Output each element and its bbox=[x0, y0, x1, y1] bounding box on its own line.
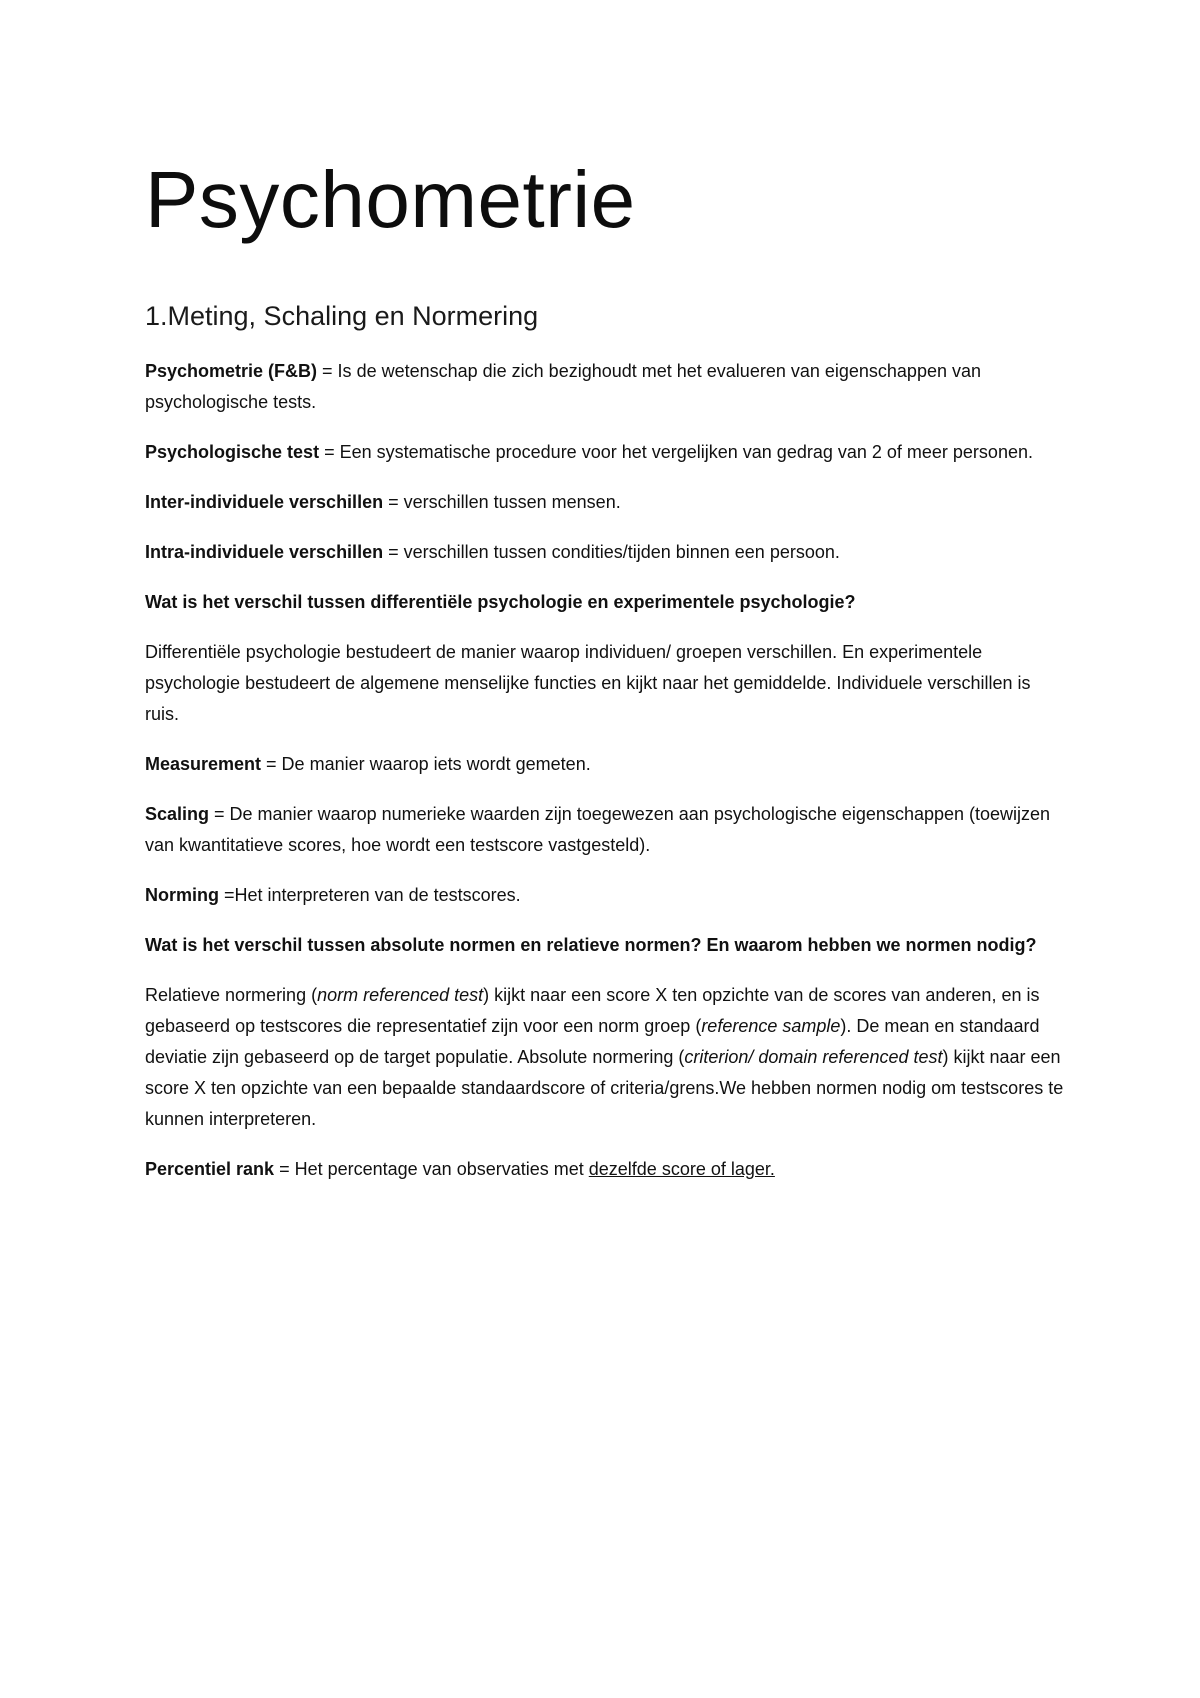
question-text: Wat is het verschil tussen differentiële psychologie en experimentele psychologie? bbox=[145, 592, 856, 612]
definition-paragraph bbox=[145, 537, 1065, 568]
definition-paragraph bbox=[145, 799, 1065, 861]
term-label: Measurement bbox=[145, 754, 262, 774]
definition-paragraph bbox=[145, 880, 1065, 911]
answer-text: ) kijkt naar een score X ten opzichte van een bepaalde standaardscore of criteria/grens.We hebben normen nodig om testscores te kunnen interpreteren. bbox=[145, 1047, 1064, 1129]
definition-paragraph bbox=[145, 437, 1065, 468]
definition-text: = verschillen tussen mensen. bbox=[383, 492, 621, 512]
question-paragraph bbox=[145, 930, 1065, 961]
question-text: Wat is het verschil tussen absolute normen en relatieve normen? En waarom hebben we normen nodig? bbox=[145, 935, 1037, 955]
term-label: Norming bbox=[145, 885, 219, 905]
definition-text: = verschillen tussen condities/tijden binnen een persoon. bbox=[383, 542, 840, 562]
underlined-text: dezelfde score of lager. bbox=[588, 1159, 775, 1179]
definition-paragraph bbox=[145, 749, 1065, 780]
italic-term: norm referenced test bbox=[317, 985, 484, 1005]
term-label: Percentiel rank bbox=[145, 1159, 275, 1179]
definition-text: =Het interpreteren van de testscores. bbox=[219, 885, 521, 905]
definition-text: = Het percentage van observaties met bbox=[274, 1159, 589, 1179]
definition-paragraph bbox=[145, 1154, 1065, 1185]
term-label: Psychometrie (F&B) bbox=[145, 361, 318, 381]
document-body bbox=[145, 150, 1065, 1185]
answer-paragraph bbox=[145, 980, 1065, 1135]
definition-text: = De manier waarop numerieke waarden zijn toegewezen aan psychologische eigenschappen (toewijzen van kwantitatieve scores, hoe wordt een testscore vastgesteld). bbox=[145, 804, 1051, 855]
answer-text: ). De mean en standaard deviatie zijn gebaseerd op de target populatie. Absolute normering ( bbox=[145, 1016, 1040, 1067]
answer-text: Relatieve normering ( bbox=[145, 985, 318, 1005]
definition-text: = De manier waarop iets wordt gemeten. bbox=[261, 754, 591, 774]
section-heading: 1.Meting, Schaling en Normering bbox=[145, 301, 539, 331]
document-title: Psychometrie bbox=[145, 155, 636, 244]
term-label: Psychologische test bbox=[145, 442, 320, 462]
italic-term: reference sample bbox=[701, 1016, 841, 1036]
answer-text: ) kijkt naar een score X ten opzichte van de scores van anderen, en is gebaseerd op testscores die representatief zijn voor een norm groep ( bbox=[145, 985, 1040, 1036]
term-label: Scaling bbox=[145, 804, 210, 824]
definition-text: = Een systematische procedure voor het vergelijken van gedrag van 2 of meer personen. bbox=[319, 442, 1033, 462]
italic-term: criterion/ domain referenced test bbox=[684, 1047, 943, 1067]
question-paragraph bbox=[145, 587, 1065, 618]
definition-text: = Is de wetenschap die zich bezighoudt met het evalueren van eigenschappen van psychologische tests. bbox=[145, 361, 981, 412]
term-label: Inter-individuele verschillen bbox=[145, 492, 384, 512]
term-label: Intra-individuele verschillen bbox=[145, 542, 384, 562]
definition-paragraph bbox=[145, 356, 1065, 418]
answer-paragraph: Differentiële psychologie bestudeert de manier waarop individuen/ groepen verschillen. En experimentele psychologie bestudeert de algemene menselijke functies en kijkt naar het gemiddelde. Individuele verschillen is ruis. bbox=[145, 642, 1031, 724]
definition-paragraph bbox=[145, 487, 1065, 518]
